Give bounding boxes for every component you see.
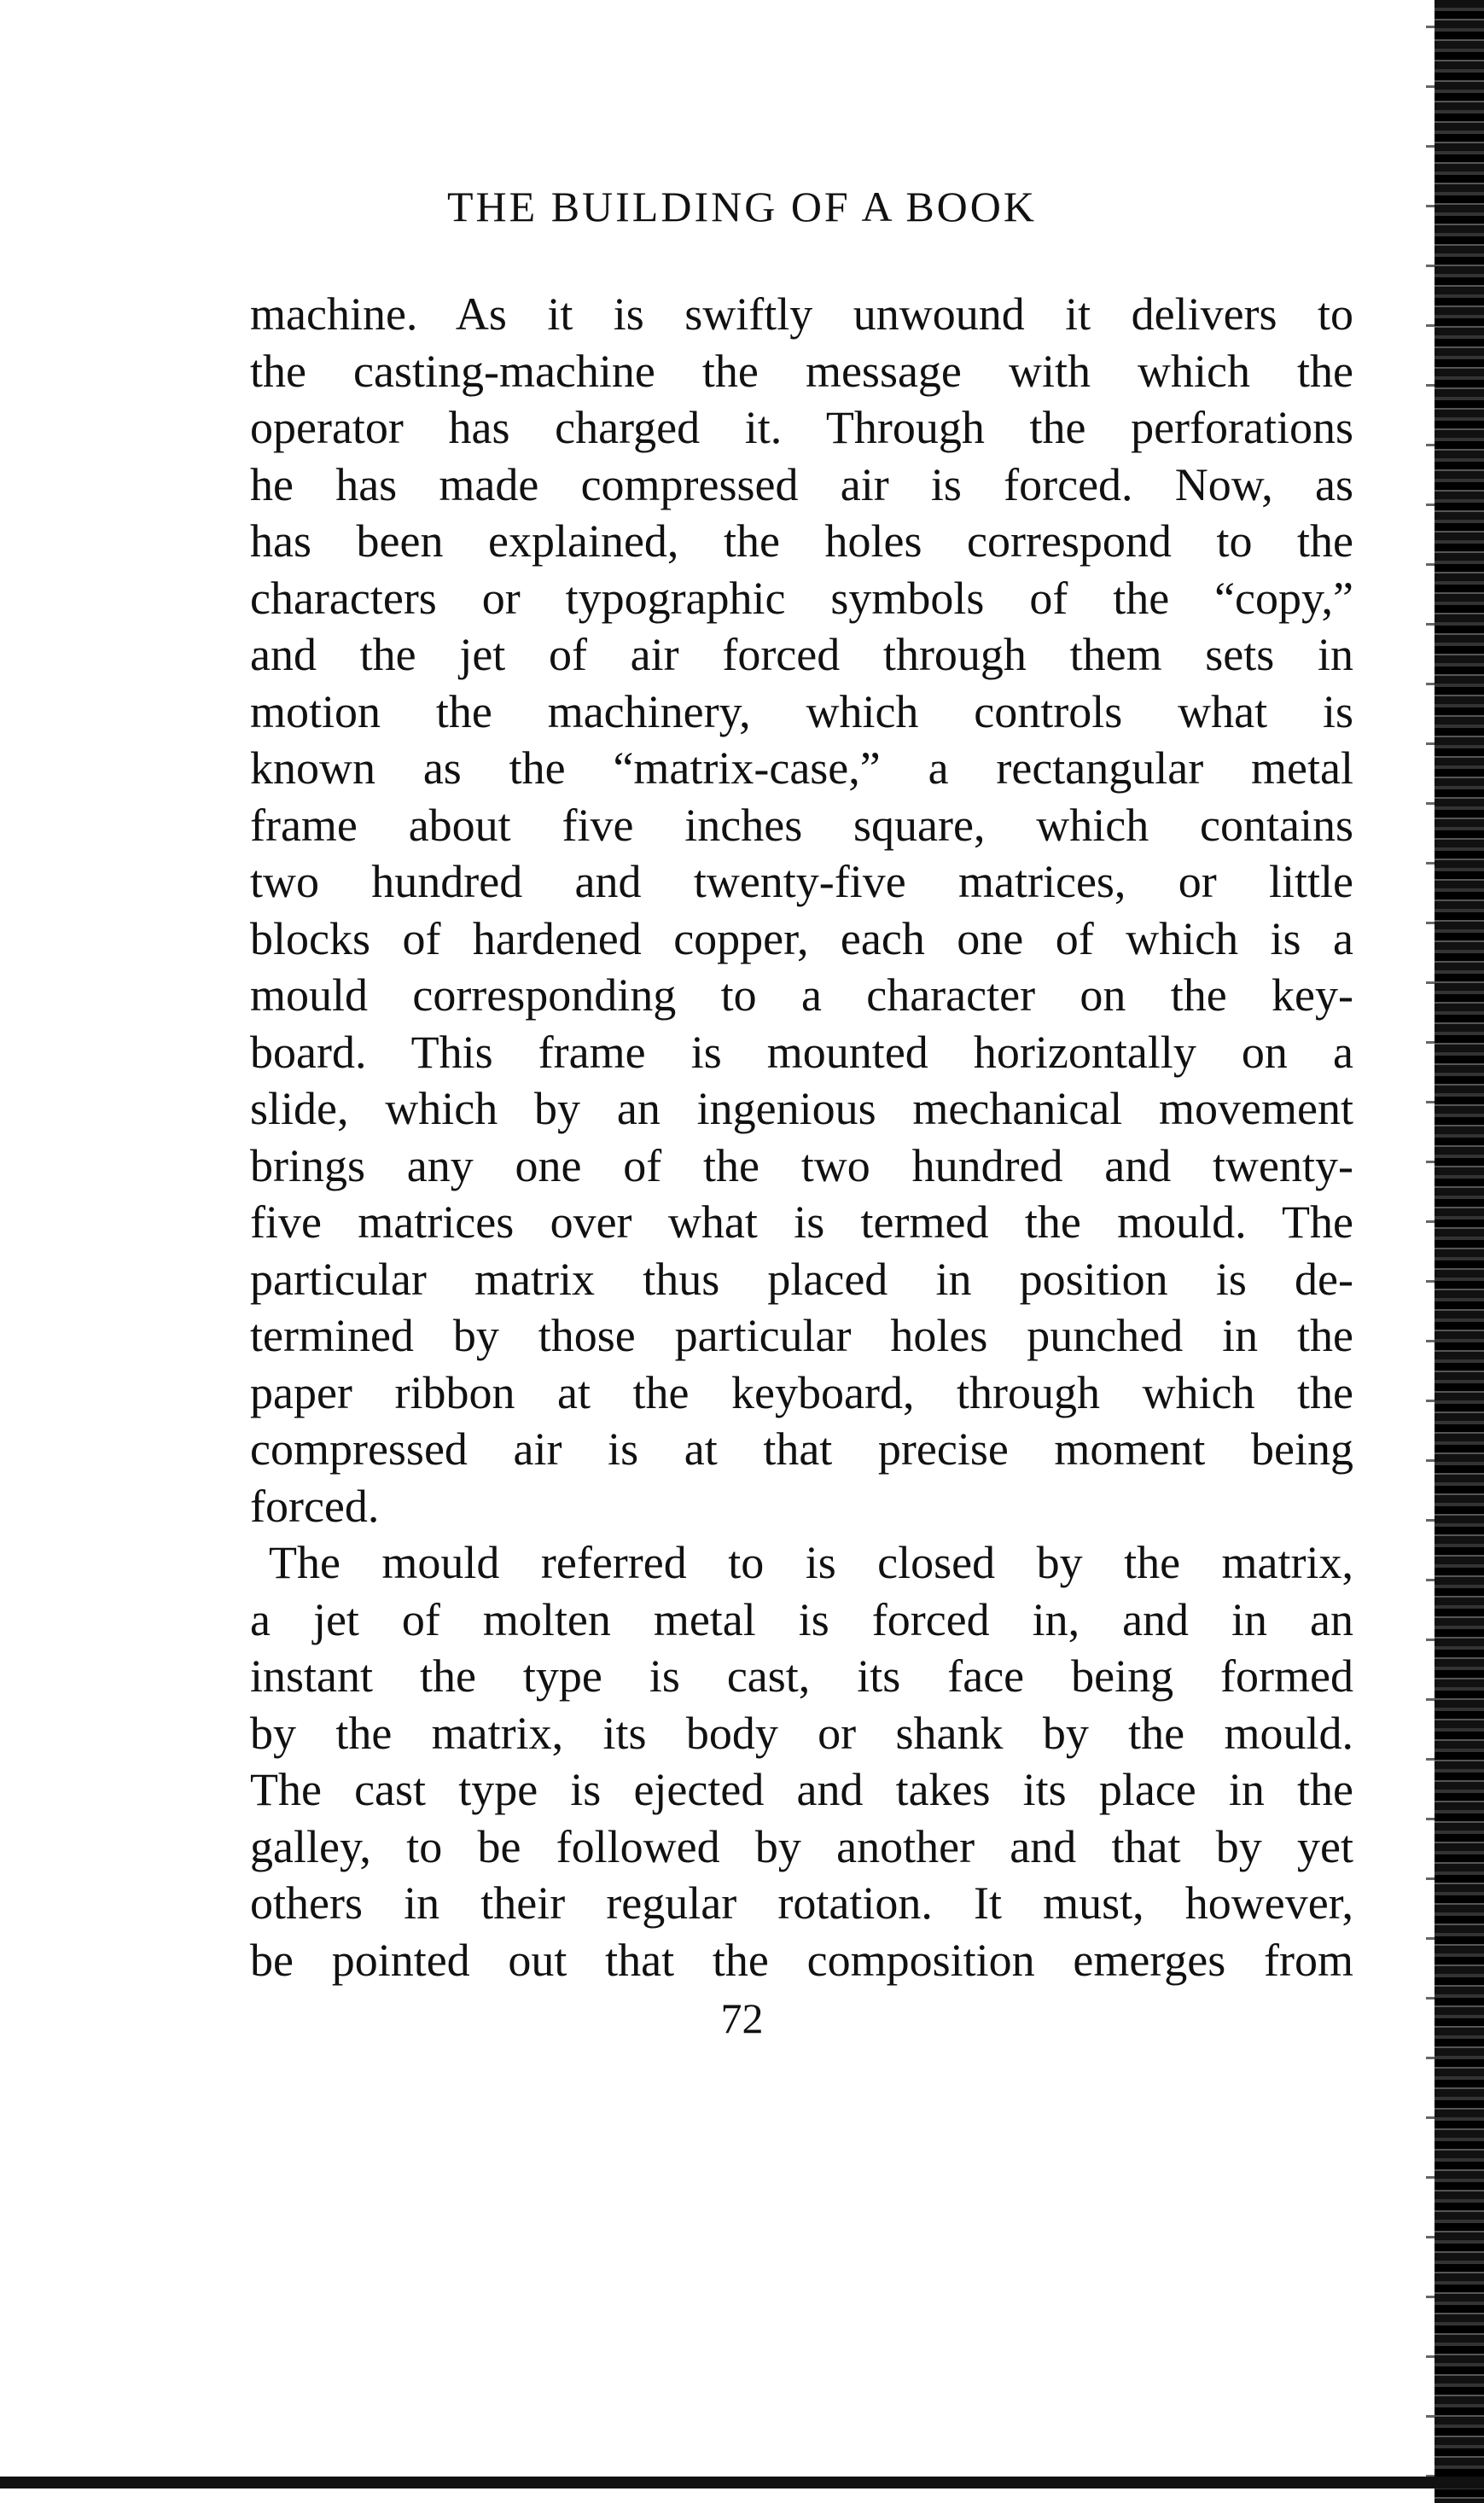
scan-edge-speckle [1426,0,1435,2503]
scan-bottom-edge [0,2477,1484,2488]
scan-page-edge [1435,0,1484,2503]
text-line: slide, which by an ingenious mechanical movement [250,1083,1353,1134]
body-text [250,286,1353,1988]
text-line: frame about five inches square, which contains [250,799,1353,851]
text-line: operator has charged it. Through the perforations [250,402,1353,453]
text-line: The cast type is ejected and takes its place in the [250,1764,1353,1815]
text-line: The mould referred to is closed by the matrix, [269,1537,1353,1588]
text-line: he has made compressed air is forced. Now, as [250,458,1353,510]
running-header: THE BUILDING OF A BOOK [447,183,1037,230]
text-line: paper ribbon at the keyboard, through which the [250,1366,1353,1418]
text-line: brings any one of the two hundred and twenty- [250,1139,1353,1191]
text-line: board. This frame is mounted horizontally on a [250,1026,1353,1078]
text-line: be pointed out that the composition emerges from [250,1934,1353,1986]
page-number: 72 [720,1994,764,2042]
text-line: two hundred and twenty-five matrices, or little [250,856,1353,907]
text-line: a jet of molten metal is forced in, and in an [250,1593,1353,1645]
text-line: known as the “matrix-case,” a rectangular metal [250,742,1353,794]
text-line: characters or typographic symbols of the “copy,” [250,572,1353,624]
text-line: and the jet of air forced through them sets in [250,629,1353,680]
text-line: instant the type is cast, its face being formed [250,1650,1353,1702]
text-line: the casting-machine the message with which the [250,345,1353,397]
text-line: termined by those particular holes punched in the [250,1310,1353,1361]
text-line: compressed air is at that precise moment being [250,1423,1353,1475]
text-line: by the matrix, its body or shank by the mould. [250,1707,1353,1759]
text-line: machine. As it is swiftly unwound it delivers to [250,288,1353,340]
text-line: has been explained, the holes correspond to the [250,515,1353,567]
text-line: galley, to be followed by another and that by yet [250,1820,1353,1872]
text-line: particular matrix thus placed in position is de- [250,1253,1353,1305]
text-line: five matrices over what is termed the mould. The [250,1196,1353,1248]
text-line: forced. [250,1480,380,1532]
text-line: blocks of hardened copper, each one of which is a [250,912,1353,964]
text-line: mould corresponding to a character on the key- [250,969,1353,1021]
text-line: others in their regular rotation. It must, however, [250,1877,1353,1929]
text-line: motion the machinery, which controls what is [250,685,1353,737]
